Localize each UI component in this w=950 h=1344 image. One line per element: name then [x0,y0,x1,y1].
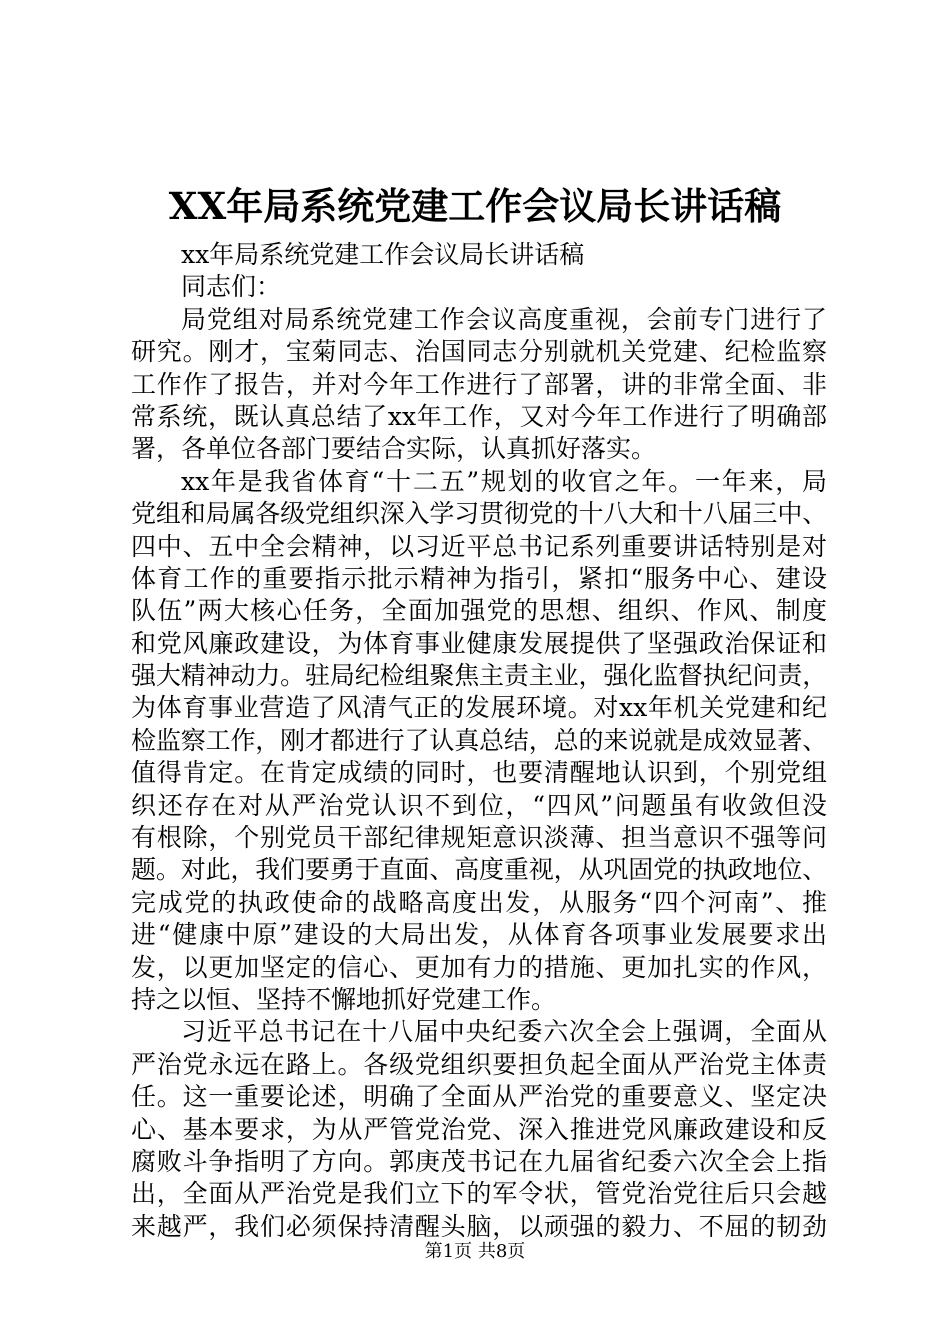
body-line: 体育工作的重要指示批示精神为指引，紧扣“服务中心、建设 [131,563,827,593]
body-line: 值得肯定。在肯定成绩的同时，也要清醒地认识到，个别党组 [131,758,827,788]
body-line: 署，各单位各部门要结合实际，认真抓好落实。 [131,434,657,464]
body-line: 常系统，既认真总结了xx年工作，又对今年工作进行了明确部 [131,401,827,431]
body-line: 研究。刚才，宝菊同志、治国同志分别就机关党建、纪检监察 [131,337,827,367]
body-line: 腐败斗争指明了方向。郭庚茂书记在九届省纪委六次全会上指 [131,1146,827,1176]
body-line: 强大精神动力。驻局纪检组聚焦主责主业，强化监督执纪问责， [131,661,827,691]
body-line: 织还存在对从严治党认识不到位，“四风”问题虽有收敛但没 [131,790,827,820]
body-line: 来越严，我们必须保持清醒头脑，以顽强的毅力、不屈的韧劲 [131,1211,827,1241]
body-line: 党组和局属各级党组织深入学习贯彻党的十八大和十八届三中、 [131,499,827,529]
body-line: 工作作了报告，并对今年工作进行了部署，讲的非常全面、非 [131,369,827,399]
body-line: 和党风廉政建设，为体育事业健康发展提供了坚强政治保证和 [131,628,827,658]
body-line: 任。这一重要论述，明确了全面从严治党的重要意义、坚定决 [131,1082,827,1112]
body-line: 进“健康中原”建设的大局出发，从体育各项事业发展要求出 [131,920,827,950]
body-line: 同志们： [181,272,282,302]
body-line: 队伍”两大核心任务，全面加强党的思想、组织、作风、制度 [131,596,827,626]
body-line: 发，以更加坚定的信心、更加有力的措施、更加扎实的作风， [131,952,827,982]
body-line: 检监察工作，刚才都进行了认真总结，总的来说就是成效显著、 [131,725,827,755]
body-line: 有根除，个别党员干部纪律规矩意识淡薄、担当意识不强等问 [131,823,827,853]
body-line: 严治党永远在路上。各级党组织要担负起全面从严治党主体责 [131,1049,827,1079]
page-number-footer: 第1页 共8页 [424,1241,526,1262]
body-line: 心、基本要求，为从严管党治党、深入推进党风廉政建设和反 [131,1114,827,1144]
body-line: 持之以恒、坚持不懈地抓好党建工作。 [131,984,557,1014]
body-line: 出，全面从严治党是我们立下的军令状，管党治党往后只会越 [131,1179,827,1209]
document-body [131,239,827,1243]
body-line: 局党组对局系统党建工作会议高度重视，会前专门进行了 [181,304,827,334]
document-title: XX年局系统党建工作会议局长讲话稿 [168,184,782,228]
body-line: 为体育事业营造了风清气正的发展环境。对xx年机关党建和纪 [131,693,827,723]
body-line: 四中、五中全会精神，以习近平总书记系列重要讲话特别是对 [131,531,827,561]
body-line: xx年局系统党建工作会议局长讲话稿 [181,240,585,269]
body-line: 习近平总书记在十八届中央纪委六次全会上强调，全面从 [181,1017,827,1047]
body-line: 题。对此，我们要勇于直面、高度重视，从巩固党的执政地位、 [131,855,827,885]
body-line: xx年是我省体育“十二五”规划的收官之年。一年来，局 [181,466,827,496]
body-line: 完成党的执政使命的战略高度出发，从服务“四个河南”、推 [131,887,827,917]
